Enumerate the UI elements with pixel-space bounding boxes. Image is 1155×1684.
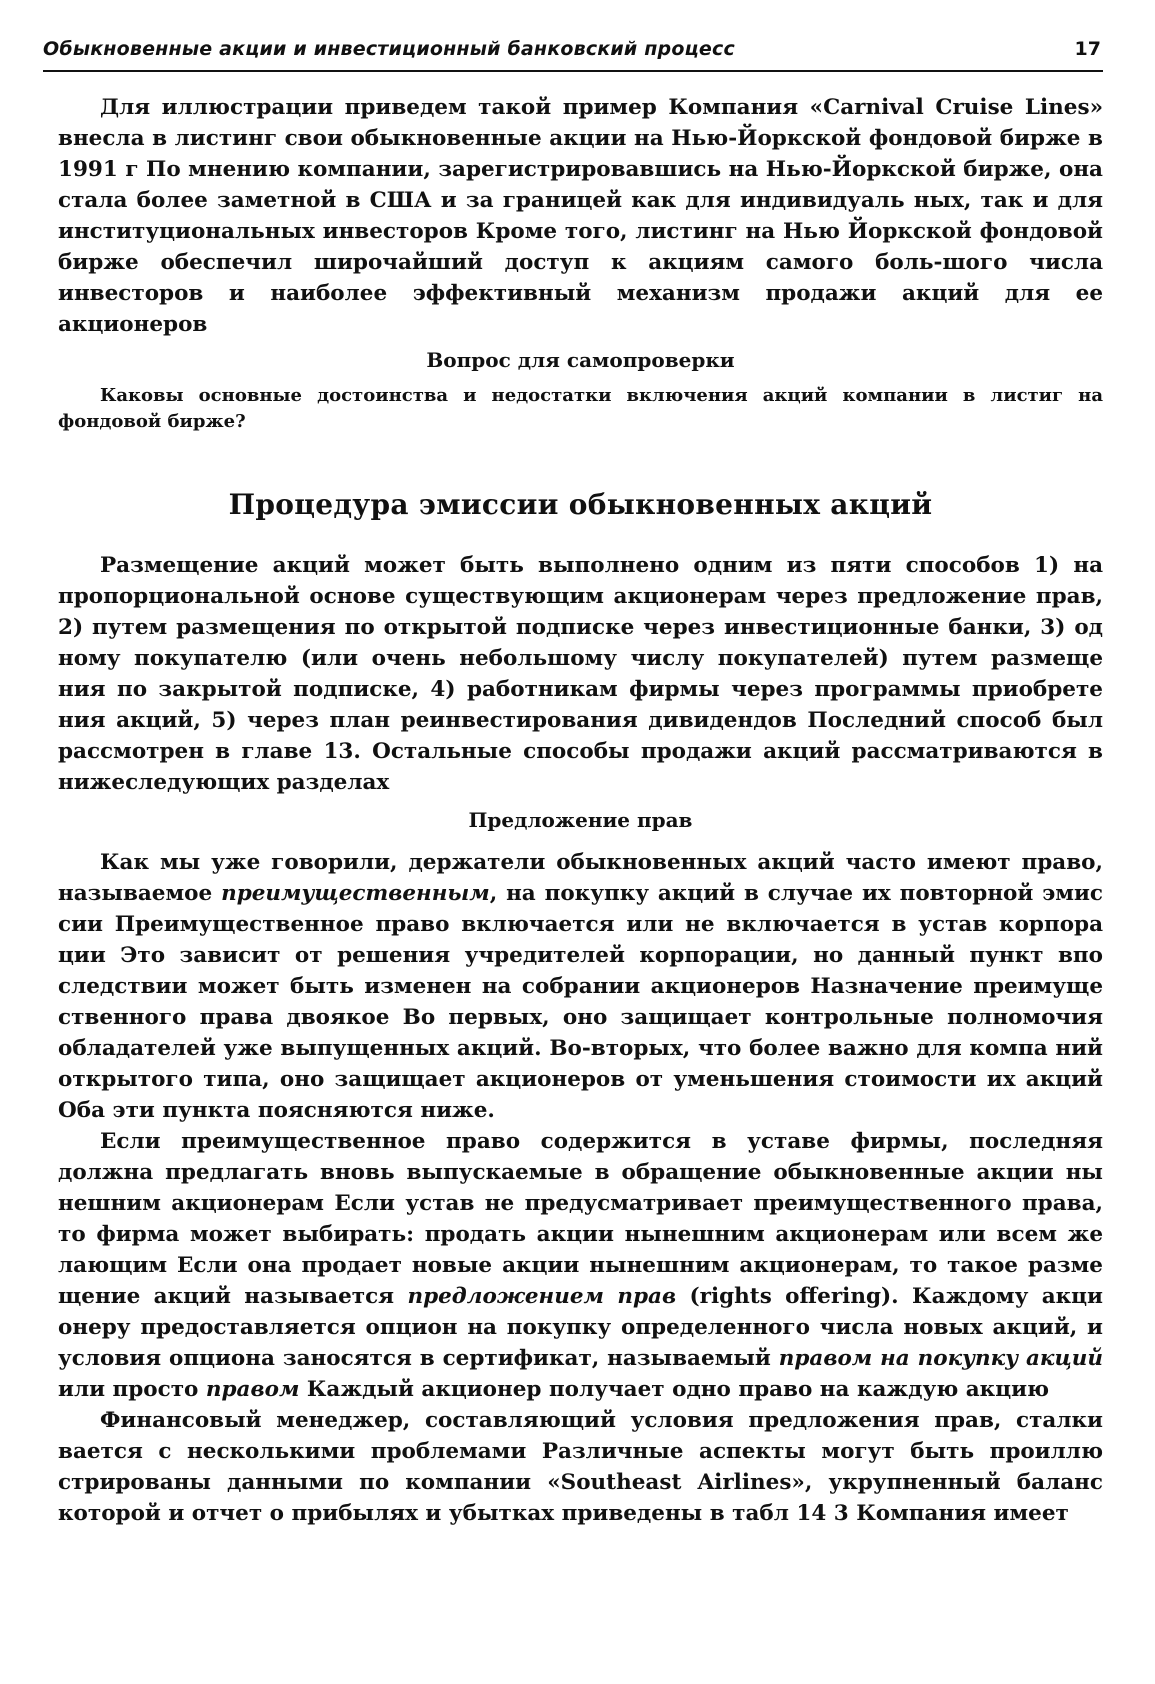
self-check-question: Каковы основные достоинства и недостатки включения акций компании в листиг на фондовой бирже? bbox=[58, 385, 1103, 432]
running-header bbox=[43, 36, 1103, 72]
section-paragraph: Размещение акций может быть выполнено одним из пяти способов 1) на пропорциональной основе существующим акционерам через предложение прав, 2) путем размещения по открытой подписке через инвестиционные банки, 3) од ному покупателю (или очень небольшому числу покупателей) путем размеще ния по закрытой подписке, 4) работникам фирмы через программы приобрете ния акций, 5) через план реинвестирования дивидендов Последний способ был рассмотрен в главе 13. Остальные способы продажи акций рассматриваются в нижеследующих разделах bbox=[58, 553, 1103, 795]
rights-heading: Предложение прав bbox=[468, 808, 693, 832]
term-preemptive: преимущественным bbox=[221, 881, 490, 906]
running-title: Обыкновенные акции и инвестиционный банковский процесс bbox=[43, 38, 735, 60]
intro-block bbox=[58, 92, 1103, 340]
term-right: правом bbox=[205, 1377, 300, 1402]
term-rights-offering: предложением прав bbox=[407, 1284, 677, 1309]
rights-paragraph-3: Финансовый менеджер, составляющий условия предложения прав, сталки вается с несколькими проблемами Различные аспекты могут быть проиллю стрированы данными по компании «Southeast Airlines», укрупненный баланс которой и отчет о прибылях и убытках приведены в табл 14 3 Компания имеет bbox=[58, 1408, 1103, 1526]
self-check-block bbox=[58, 383, 1103, 435]
page-number: 17 bbox=[1074, 38, 1101, 60]
rights-block bbox=[58, 847, 1103, 1529]
term-purchase-right: правом на покупку акций bbox=[778, 1346, 1103, 1371]
intro-paragraph: Для иллюстрации приведем такой пример Компания «Carnival Cruise Lines» внесла в листинг свои обыкновенные акции на Нью-Йоркской фондовой бирже в 1991 г По мнению компании, зарегистрировавшись на Нью-Йоркской бирже, она стала более заметной в США и за границей как для индивидуаль ных, так и для институциональных инвесторов Кроме того, листинг на Нью Йоркской фондовой бирже обеспечил широчайший доступ к акциям самого боль-шого числа инвесторов и наиболее эффективный механизм продажи акций для ее акционеров bbox=[58, 95, 1103, 337]
section-block bbox=[58, 550, 1103, 798]
self-check-heading: Вопрос для самопроверки bbox=[426, 348, 735, 372]
rights-paragraph-2: Если преимущественное право содержится в уставе фирмы, последняя должна предлагать вновь выпускаемые в обращение обыкновенные акции ны нешним акционерам Если устав не предусматривает преимущественного права, то фирма может выбирать: продать акции нынешним акционерам или всем же лающим Если она продает новые акции нынешним акционерам, то такое разме щение акций называется предложением прав (rights offering). Каждому акци онеру предоставляется опцион на покупку определенного числа новых акций, и условия опциона заносятся в сертификат, называемый правом на покупку акций или просто правом Каждый акционер получает одно право на каждую акцию bbox=[58, 1129, 1104, 1402]
section-heading: Процедура эмиссии обыкновенных акций bbox=[228, 488, 933, 521]
rights-paragraph-1: Как мы уже говорили, держатели обыкновенных акций часто имеют право, называемое преимущественным, на покупку акций в случае их повторной эмис сии Преимущественное право включается или не включается в устав корпора ции Это зависит от решения учредителей корпорации, но данный пункт впо следствии может быть изменен на собрании акционеров Назначение преимуще ственного права двоякое Во первых, оно защищает контрольные полномочия обладателей уже выпущенных акций. Во-вторых, что более важно для компа ний открытого типа, оно защищает акционеров от уменьшения стоимости их акций Оба эти пункта поясняются ниже. bbox=[58, 850, 1104, 1123]
